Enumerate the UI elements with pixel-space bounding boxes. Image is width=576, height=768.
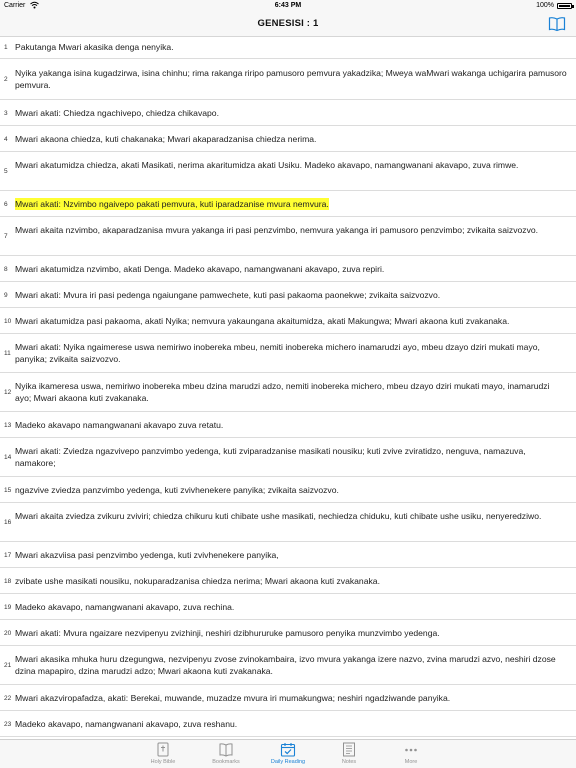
verse-row[interactable] [0,334,576,373]
status-bar [0,0,576,12]
verse-number: 5 [4,168,8,175]
verse-text: Mwari akaona chiedza, kuti chakanaka; Mwari akaparadzanisa chiedza nerima. [15,134,317,144]
verse-number: 11 [4,350,11,357]
bookmarks-icon [218,742,234,757]
verse-text: Mwari akazviisa pasi penzvimbo yedenga, kuti zvivhenekere panyika, [15,550,279,560]
verse-number: 7 [4,233,8,240]
verse-text: Mwari akati: Chiedza ngachivepo, chiedza chikavapo. [15,108,219,118]
verse-number: 19 [4,604,12,611]
battery-percent: 100% [536,2,554,9]
battery-icon [557,3,572,9]
verse-text: Pakutanga Mwari akasika denga nenyika. [15,42,174,52]
tab-daily-reading[interactable] [258,742,318,765]
verse-text: Mwari akaita nzvimbo, akaparadzanisa mvura yakanga iri pasi penzvimbo, nemvura yakanga iri pamusoro penzvimbo; zvikaita saizvozvo. [15,225,539,235]
verse-row[interactable] [0,152,576,191]
verse-text: Madeko akavapo, namangwanani akavapo, zuva rechina. [15,602,235,612]
tab-label: Daily Reading [270,759,306,765]
verse-text: Mwari akati: Mvura iri pasi pedenga ngaiungane pamwechete, kuti pasi pakaoma paonekwe; zvikaita saizvozvo. [15,290,441,300]
verse-text: Nyika yakanga isina kugadzirwa, isina chinhu; rima rakanga riripo pamusoro pemvura yakadzika; Mweya waMwari wakanga uchigarira pamusoro pemvura. [15,68,567,90]
verse-text: Mwari akatumidza chiedza, akati Masikati, nerima akaritumidza akati Usiku. Madeko akavapo, namangwanani akavapo, zuva rimwe. [15,160,519,170]
verse-number: 16 [4,519,12,526]
page-title: GENESISI : 1 [257,18,319,29]
verse-text: Mwari akatumidza nzvimbo, akati Denga. Madeko akavapo, namangwanani akavapo, zuva repiri. [15,264,385,274]
tab-holy-bible[interactable] [133,742,193,765]
verse-text: Madeko akavapo namangwanani akavapo zuva retatu. [15,420,224,430]
verse-text: Madeko akavapo, namangwanani akavapo, zuva reshanu. [15,719,238,729]
tab-bar [0,739,576,768]
verse-row[interactable] [0,685,576,711]
verse-row[interactable] [0,373,576,412]
verse-row[interactable] [0,503,576,542]
tab-bookmarks[interactable] [196,742,256,765]
verse-text: Mwari akasika mhuka huru dzegungwa, nezvipenyu zvose zvinokambaira, izvo mvura yakanga izere nazvo, zvina marudzi azvo, neshiri dzose dzina mapapiro, dzina marudzi adzo; Mwari akaona kuti zvakanaka. [15,654,556,676]
verse-row[interactable] [0,282,576,308]
verse-row[interactable] [0,438,576,477]
verse-list [0,37,576,737]
verse-row[interactable] [0,620,576,646]
verse-row[interactable] [0,59,576,100]
verse-row[interactable] [0,542,576,568]
notes-icon [341,742,357,757]
verse-row[interactable] [0,477,576,503]
status-time: 6:43 PM [274,2,302,9]
verse-row[interactable] [0,646,576,685]
tab-label: Holy Bible [150,759,176,765]
verse-number: 23 [4,721,12,728]
verse-number: 12 [4,389,12,396]
verse-number: 15 [4,487,12,494]
verse-text-highlighted: Mwari akati: Nzvimbo ngaivepo pakati pemvura, kuti iparadzanise mvura nemvura. [15,199,329,209]
verse-text: Nyika ikameresa uswa, nemiriwo inobereka mbeu dzina marudzi adzo, nemiti inobereka michero, mbeu dzayo dziri mukati mayo, inamarudzi ayo; Mwari akaona kuti zvakanaka. [15,381,550,403]
verse-row[interactable] [0,594,576,620]
verse-number: 21 [4,662,12,669]
calendar-check-icon [280,742,296,757]
verse-row[interactable] [0,412,576,438]
verse-number: 6 [4,201,8,208]
tab-label: Notes [341,759,357,765]
verse-text: ngazvive zviedza panzvimbo yedenga, kuti zvivhenekere panyika; zvikaita saizvozvo. [15,485,339,495]
verse-number: 22 [4,695,12,702]
tab-more[interactable] [381,742,441,765]
verse-text: Mwari akati: Zviedza ngazvivepo panzvimbo yedenga, kuti zviparadzanise masikati nousiku; kuti zvive zviratidzo, nenguva, namazuva, namakore; [15,446,526,468]
verse-number: 4 [4,136,8,143]
navigation-bar [0,12,576,37]
tab-label: Bookmarks [212,759,240,765]
tab-label: More [404,759,418,765]
bible-icon [155,742,171,757]
verse-row[interactable] [0,256,576,282]
verse-text: Mwari akati: Nyika ngaimerese uswa nemiriwo inobereka mbeu, nemiti inobereka michero inamarudzi ayo, mbeu dzayo dziri mukati mayo, panyika; zvikaita saizvozvo. [15,342,540,364]
verse-row[interactable] [0,711,576,737]
verse-number: 9 [4,292,8,299]
verse-text: Mwari akatumidza pasi pakaoma, akati Nyika; nemvura yakaungana akaitumidza, akati Makungwa; Mwari akaona kuti zvakanaka. [15,316,510,326]
verse-number: 18 [4,578,12,585]
more-icon [403,742,419,757]
verse-number: 20 [4,630,12,637]
verse-text: zvibate ushe masikati nousiku, nokuparadzanisa chiedza nerima; Mwari akaona kuti zvakanaka. [15,576,380,586]
carrier-label: Carrier [4,2,26,9]
verse-text: Mwari akazviropafadza, akati: Berekai, muwande, muzadze mvura iri mumakungwa; neshiri ngadziwande panyika. [15,693,451,703]
verse-row[interactable] [0,37,576,59]
verse-number: 8 [4,266,8,273]
verse-row[interactable] [0,308,576,334]
verse-number: 1 [4,44,8,51]
tab-notes[interactable] [319,742,379,765]
verse-text: Mwari akaita zviedza zvikuru zviviri; chiedza chikuru kuti chibate ushe masikati, nechiedza chiduku, kuti chibate ushe usiku, nenyeredziwo. [15,511,542,521]
verse-number: 13 [4,422,12,429]
verse-text: Mwari akati: Mvura ngaizare nezvipenyu zvizhinji, neshiri dzibhururuke pamusoro penyika munzvimbo yedenga. [15,628,440,638]
book-icon[interactable] [548,16,566,32]
verse-row[interactable] [0,568,576,594]
verse-number: 3 [4,110,8,117]
verse-row[interactable] [0,191,576,217]
verse-row[interactable] [0,217,576,256]
verse-number: 10 [4,318,12,325]
verse-row[interactable] [0,100,576,126]
verse-number: 2 [4,76,8,83]
verse-number: 17 [4,552,12,559]
verse-number: 14 [4,454,12,461]
battery-tip [572,5,574,8]
verse-row[interactable] [0,126,576,152]
